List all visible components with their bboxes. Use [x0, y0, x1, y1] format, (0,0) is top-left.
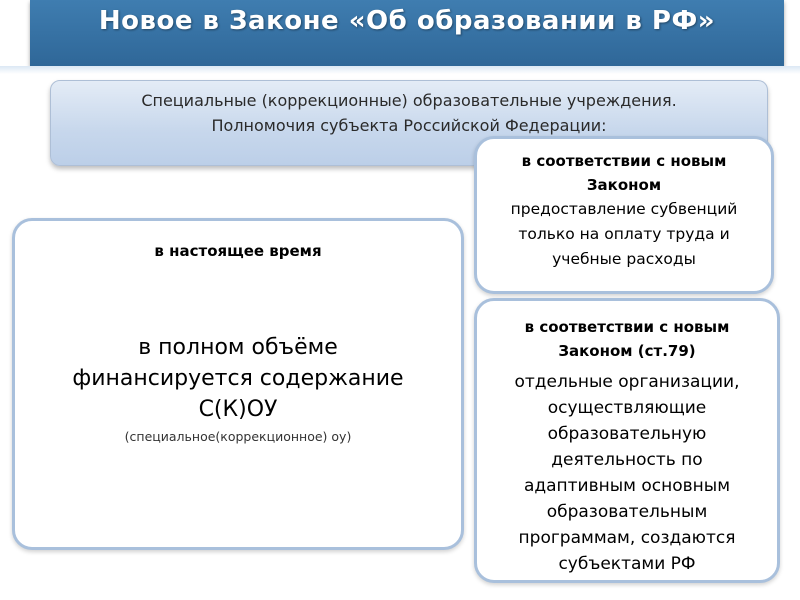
body-line: деятельность по — [551, 450, 703, 470]
current-situation-subtext: (специальное(коррекционное) оу) — [124, 429, 352, 444]
body-line: предоставление субвенций — [510, 200, 738, 218]
new-law-article-79-body — [477, 369, 777, 577]
heading-line: Законом (ст.79) — [558, 342, 696, 360]
new-law-subventions-card — [474, 136, 774, 294]
body-line: осуществляющие — [547, 398, 707, 418]
body-line: программам, создаются — [518, 528, 736, 548]
heading-line: в соответствии с новым — [524, 318, 730, 336]
current-situation-heading: в настоящее время — [154, 242, 322, 260]
body-line: только на оплату труда и — [518, 225, 730, 243]
slide-title: Новое в Законе «Об образовании в РФ» — [98, 6, 716, 36]
body-line: образовательную — [547, 424, 707, 444]
current-situation-line: С(К)ОУ — [198, 397, 278, 422]
new-law-subventions-heading — [477, 149, 771, 197]
body-line: субъектами РФ — [558, 554, 696, 574]
body-line: отдельные организации, — [514, 372, 740, 392]
current-situation-line: финансируется содержание — [72, 366, 404, 391]
body-line: учебные расходы — [552, 250, 696, 268]
new-law-subventions-body — [477, 197, 771, 272]
new-law-article-79-heading — [477, 315, 777, 363]
banner-line-1: Специальные (коррекционные) образовательные учреждения. — [141, 91, 677, 110]
heading-line: Законом — [586, 176, 662, 194]
current-situation-line: в полном объёме — [138, 335, 338, 360]
body-line: образовательным — [546, 502, 708, 522]
title-underline — [0, 66, 800, 74]
body-line: адаптивным основным — [523, 476, 731, 496]
new-law-article-79-card — [474, 298, 780, 583]
heading-line: в соответствии с новым — [521, 152, 727, 170]
banner-line-2: Полномочия субъекта Российской Федерации: — [211, 116, 607, 135]
current-situation-body — [15, 332, 461, 425]
title-bar — [30, 0, 784, 66]
current-situation-card — [12, 218, 464, 550]
